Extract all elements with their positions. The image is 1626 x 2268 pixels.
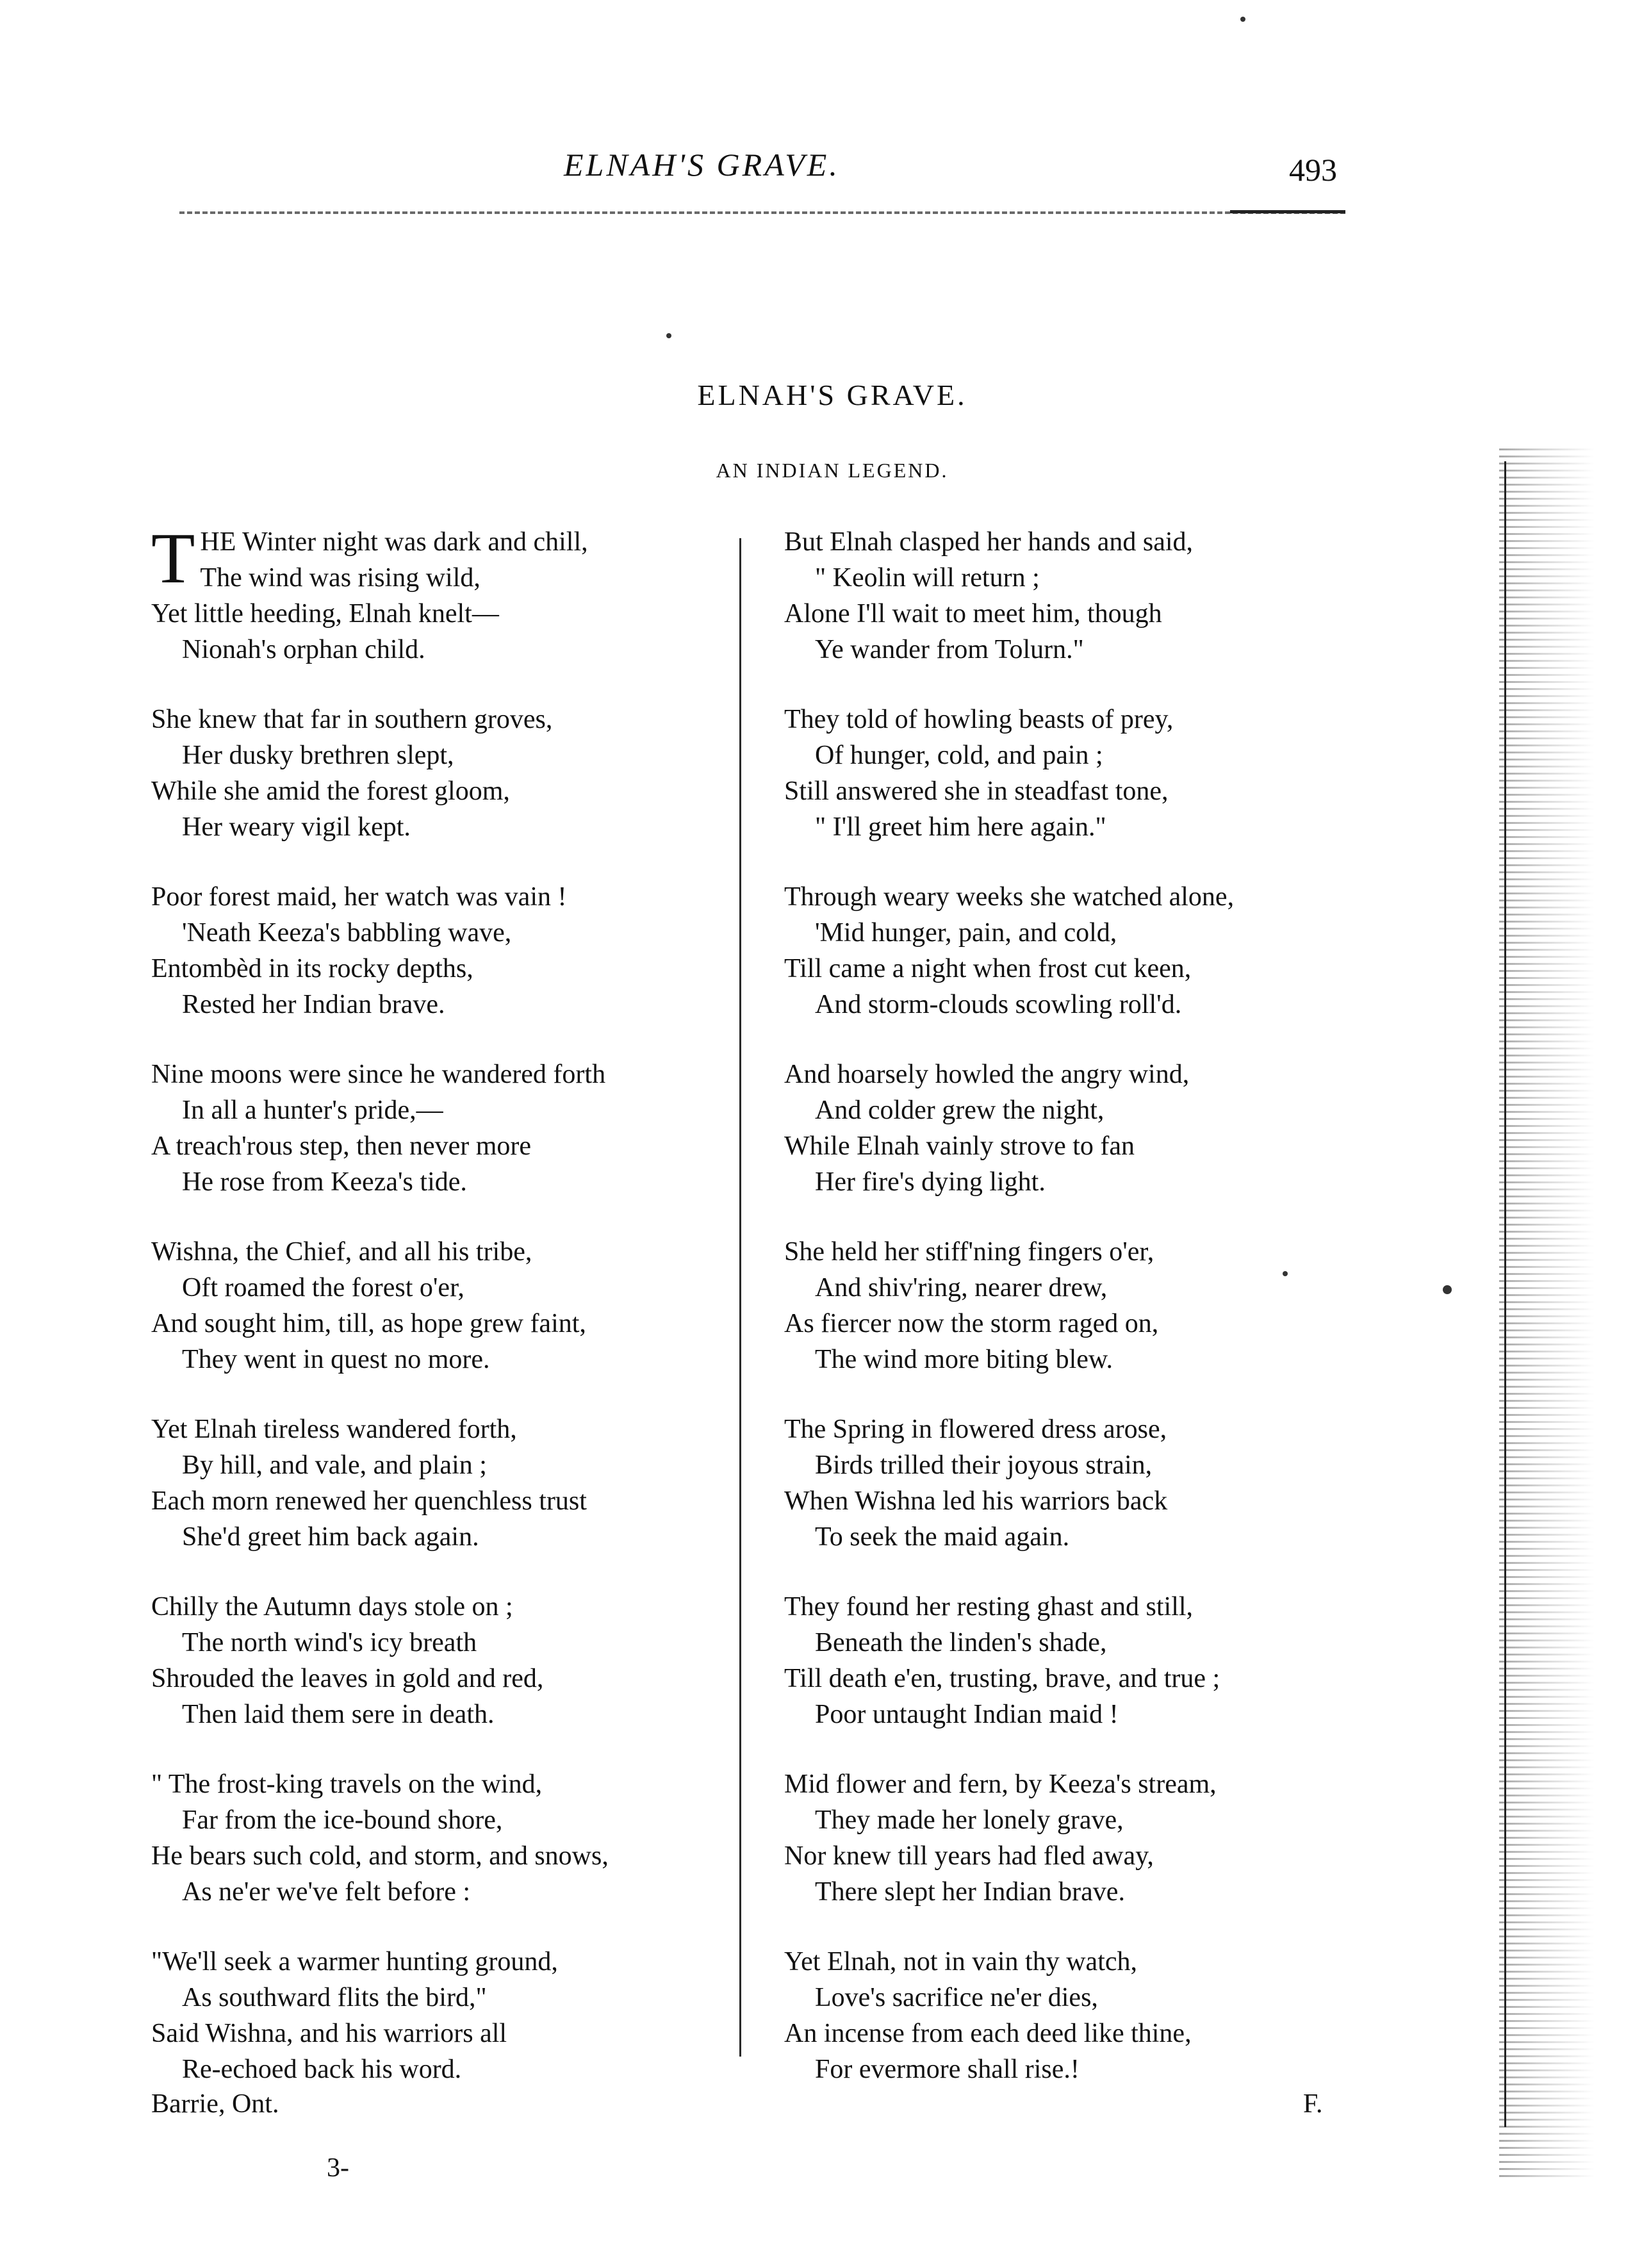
verse-line: In all a hunter's pride,— <box>182 1096 443 1125</box>
verse-line: The Spring in flowered dress arose, <box>784 1415 1167 1444</box>
header-rule-solid <box>1230 210 1345 213</box>
verse-line: Of hunger, cold, and pain ; <box>815 741 1103 770</box>
verse-line: Alone I'll wait to meet him, though <box>784 599 1162 629</box>
verse-line: " I'll greet him here again." <box>815 812 1106 842</box>
verse-line: Each morn renewed her quenchless trust <box>151 1486 587 1516</box>
stanza <box>151 1234 766 1377</box>
poem-column-right <box>784 524 1399 2121</box>
verse-line: And sought him, till, as hope grew faint, <box>151 1309 586 1338</box>
column-divider <box>739 538 741 2057</box>
verse-line: "We'll seek a warmer hunting ground, <box>151 1947 558 1976</box>
verse-line: Far from the ice-bound shore, <box>182 1805 503 1835</box>
verse-line: Birds trilled their joyous strain, <box>815 1450 1153 1480</box>
verse-line: For evermore shall rise.! <box>815 2055 1080 2084</box>
verse-line: By hill, and vale, and plain ; <box>182 1450 487 1480</box>
verse-line: Love's sacrifice ne'er dies, <box>815 1983 1098 2012</box>
stanza <box>784 702 1399 845</box>
verse-line: And hoarsely howled the angry wind, <box>784 1060 1190 1089</box>
print-speck <box>1240 17 1245 22</box>
stanza <box>784 524 1399 668</box>
scan-edge-shadow <box>1499 448 1595 2178</box>
verse-line: She knew that far in southern groves, <box>151 705 553 734</box>
verse-line: And colder grew the night, <box>815 1096 1105 1125</box>
verse-line: Nine moons were since he wandered forth <box>151 1060 606 1089</box>
stanza <box>151 702 766 845</box>
verse-line: " Keolin will return ; <box>815 563 1040 593</box>
scan-edge-line <box>1504 461 1506 2127</box>
stanza <box>784 1766 1399 1910</box>
verse-line: Beneath the linden's shade, <box>815 1628 1107 1657</box>
verse-line: Rested her Indian brave. <box>182 990 445 1019</box>
verse-line: Her dusky brethren slept, <box>182 741 454 770</box>
stanza <box>784 1234 1399 1377</box>
verse-line: He bears such cold, and storm, and snows, <box>151 1841 609 1871</box>
page-number: 493 <box>1289 152 1337 188</box>
stanza <box>784 1411 1399 1555</box>
verse-line: As fiercer now the storm raged on, <box>784 1309 1159 1338</box>
stanza <box>151 879 766 1023</box>
stanza <box>151 1056 766 1200</box>
verse-line: Wishna, the Chief, and all his tribe, <box>151 1237 532 1267</box>
verse-line: Chilly the Autumn days stole on ; <box>151 1592 513 1622</box>
stanza <box>151 1411 766 1555</box>
verse-line: 'Neath Keeza's babbling wave, <box>182 918 512 948</box>
drop-cap: T <box>151 519 195 598</box>
verse-line: Then laid them sere in death. <box>182 1700 495 1729</box>
poem-subtitle: AN INDIAN LEGEND. <box>716 459 949 482</box>
verse-line: Oft roamed the forest o'er, <box>182 1273 464 1302</box>
verse-line: Mid flower and fern, by Keeza's stream, <box>784 1770 1217 1799</box>
verse-line: Poor untaught Indian maid ! <box>815 1700 1119 1729</box>
stanza <box>151 1589 766 1732</box>
verse-line: Re-echoed back his word. <box>182 2055 462 2084</box>
verse-line: And storm-clouds scowling roll'd. <box>815 990 1182 1019</box>
verse-line: Yet Elnah tireless wandered forth, <box>151 1415 517 1444</box>
verse-line: The wind more biting blew. <box>815 1345 1113 1374</box>
verse-line: Her fire's dying light. <box>815 1167 1046 1197</box>
stanza <box>151 519 766 668</box>
verse-line: Her weary vigil kept. <box>182 812 411 842</box>
verse-line: HE Winter night was dark and chill, <box>200 527 588 557</box>
verse-line: As southward flits the bird," <box>182 1983 487 2012</box>
verse-line: But Elnah clasped her hands and said, <box>784 527 1193 557</box>
verse-line: He rose from Keeza's tide. <box>182 1167 467 1197</box>
verse-line: They told of howling beasts of prey, <box>784 705 1174 734</box>
verse-line: Through weary weeks she watched alone, <box>784 882 1235 912</box>
verse-line: A treach'rous step, then never more <box>151 1131 532 1161</box>
poem-title: ELNAH'S GRAVE. <box>697 379 967 411</box>
verse-line: Shrouded the leaves in gold and red, <box>151 1664 544 1693</box>
print-speck <box>1443 1285 1452 1294</box>
verse-line: While Elnah vainly strove to fan <box>784 1131 1135 1161</box>
verse-line: They found her resting ghast and still, <box>784 1592 1194 1622</box>
verse-line: The wind was rising wild, <box>200 563 480 593</box>
verse-line: To seek the maid again. <box>815 1522 1070 1552</box>
verse-line: Yet little heeding, Elnah knelt— <box>151 599 499 629</box>
place-signoff: Barrie, Ont. <box>151 2089 279 2119</box>
verse-line: While she amid the forest gloom, <box>151 777 510 806</box>
verse-line: Nor knew till years had fled away, <box>784 1841 1154 1871</box>
verse-line: Entombèd in its rocky depths, <box>151 954 473 983</box>
verse-line: When Wishna led his warriors back <box>784 1486 1168 1516</box>
verse-line: Nionah's orphan child. <box>182 635 425 664</box>
header-rule <box>179 211 1345 214</box>
stanza <box>151 1766 766 1910</box>
verse-line: They went in quest no more. <box>182 1345 490 1374</box>
stanza <box>784 1056 1399 1200</box>
verse-line: She held her stiff'ning fingers o'er, <box>784 1237 1154 1267</box>
verse-line: Yet Elnah, not in vain thy watch, <box>784 1947 1138 1976</box>
poem-column-left <box>151 519 766 2121</box>
stanza <box>784 1944 1399 2087</box>
verse-line: The north wind's icy breath <box>182 1628 477 1657</box>
signature-mark: 3- <box>327 2153 349 2183</box>
verse-line: Poor forest maid, her watch was vain ! <box>151 882 567 912</box>
stanza <box>151 1944 766 2087</box>
verse-line: They made her lonely grave, <box>815 1805 1124 1835</box>
verse-line: Still answered she in steadfast tone, <box>784 777 1169 806</box>
verse-line: She'd greet him back again. <box>182 1522 479 1552</box>
running-head-title: ELNAH'S GRAVE. <box>564 147 840 183</box>
verse-line: Said Wishna, and his warriors all <box>151 2019 507 2048</box>
verse-line: There slept her Indian brave. <box>815 1877 1125 1907</box>
verse-line: " The frost-king travels on the wind, <box>151 1770 543 1799</box>
verse-line: As ne'er we've felt before : <box>182 1877 471 1907</box>
verse-line: Till death e'en, trusting, brave, and true ; <box>784 1664 1220 1693</box>
stanza <box>784 1589 1399 1732</box>
verse-line: Till came a night when frost cut keen, <box>784 954 1192 983</box>
author-initial: F. <box>1303 2089 1323 2119</box>
stanza <box>784 879 1399 1023</box>
verse-line: 'Mid hunger, pain, and cold, <box>815 918 1117 948</box>
verse-line: And shiv'ring, nearer drew, <box>815 1273 1108 1302</box>
print-speck <box>666 333 671 338</box>
verse-line: An incense from each deed like thine, <box>784 2019 1192 2048</box>
verse-line: Ye wander from Tolurn." <box>815 635 1084 664</box>
